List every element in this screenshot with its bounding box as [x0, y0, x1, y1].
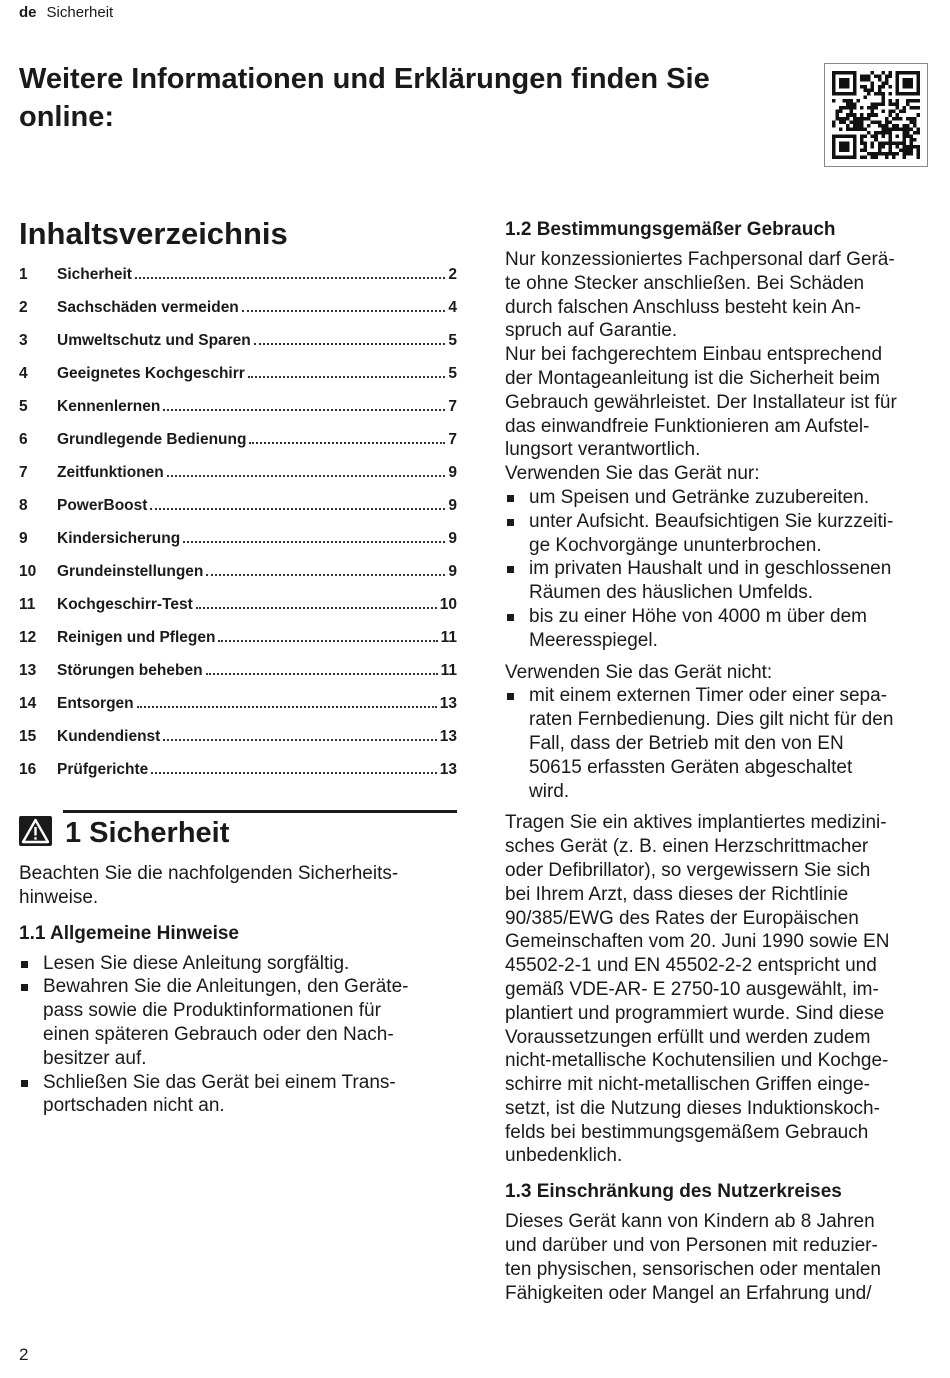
language-code: de — [19, 4, 37, 21]
toc-item-page: 9 — [448, 530, 457, 547]
toc-leader-dots — [242, 310, 446, 312]
toc-item[interactable] — [19, 590, 457, 623]
qr-code-image — [832, 71, 920, 159]
list-item: mit einem externen Timer oder einer sepa- raten Fernbedienung. Dies gilt nicht für den Fall, dass der Betrieb mit den von EN 50615 erfassten Geräten abgeschaltet wird. — [505, 684, 942, 803]
toc-item[interactable] — [19, 557, 457, 590]
toc-item-page: 13 — [439, 761, 457, 778]
toc-item-number: 14 — [19, 695, 37, 712]
toc-item-page: 7 — [448, 431, 457, 448]
toc-item[interactable] — [19, 392, 457, 425]
toc-item-label: Geeignetes Kochgeschirr — [57, 365, 245, 382]
toc-leader-dots — [218, 640, 437, 642]
toc-leader-dots — [167, 475, 446, 477]
toc-leader-dots — [137, 706, 437, 708]
warning-icon — [19, 816, 52, 846]
toc-item[interactable] — [19, 656, 457, 689]
toc-item-label: Störungen beheben — [57, 662, 203, 679]
subsection-1-2-title: 1.2 Bestimmungsgemäßer Gebrauch — [505, 219, 836, 240]
toc-item-label: Grundlegende Bedienung — [57, 431, 247, 448]
toc-item-page: 9 — [448, 497, 457, 514]
toc-item-number: 1 — [19, 266, 28, 283]
toc-leader-dots — [196, 607, 437, 609]
toc-item-number: 13 — [19, 662, 37, 679]
toc-item-number: 15 — [19, 728, 37, 745]
list-item: bis zu einer Höhe von 4000 m über dem Meeresspiegel. — [505, 605, 942, 653]
toc-item-page: 9 — [448, 464, 457, 481]
toc-leader-dots — [183, 541, 445, 543]
online-info-heading: Weitere Informationen und Erklärungen finden Sie online: — [19, 63, 710, 133]
toc-item-number: 2 — [19, 299, 28, 316]
toc-item[interactable] — [19, 425, 457, 458]
use-not-list — [505, 684, 942, 803]
toc-item[interactable] — [19, 359, 457, 392]
page-header — [19, 4, 113, 21]
implant-warning-text: Tragen Sie ein aktives implantiertes medizini- sches Gerät (z. B. einen Herzschrittmacher oder Defibrillator), so vergewissern Sie sich bei Ihrem Arzt, dass dieses der Richtlinie 90/385/EWG des Rates der Europäischen Gemeinschaften vom 20. Juni 1990 sowie EN 45502-2-1 und EN 45502-2-2 entspricht und gemäß VDE-AR- E 2750-10 ausgewählt, im- plantiert und programmiert wurde. Sind diese Voraussetzungen erfüllt und werden zudem nicht-metallische Kochutensilien und Kochge- schirre mit nicht-metallischen Griffen einge- setzt, ist die Nutzung dieses Induktionskoch- felds bei bestimmungsgemäßem Gebrauch unbedenklich. — [505, 812, 890, 1167]
toc-item-number: 9 — [19, 530, 28, 547]
toc-item-page: 11 — [440, 662, 457, 679]
toc-item-number: 16 — [19, 761, 37, 778]
list-item: Schließen Sie das Gerät bei einem Trans- portschaden nicht an. — [19, 1071, 459, 1119]
toc-item-label: Kochgeschirr-Test — [57, 596, 193, 613]
toc-item-label: Umweltschutz und Sparen — [57, 332, 251, 349]
safety-intro: Beachten Sie die nachfolgenden Sicherheits- hinweise. — [19, 863, 399, 908]
toc-item[interactable] — [19, 524, 457, 557]
toc-item-number: 12 — [19, 629, 37, 646]
toc-item-label: Kindersicherung — [57, 530, 181, 547]
subsection-1-1-title: 1.1 Allgemeine Hinweise — [19, 922, 239, 944]
intended-use-text: Nur konzessioniertes Fachpersonal darf Gerä- te ohne Stecker anschließen. Bei Schäden durch falschen Anschluss besteht kein An- spruch auf Garantie. Nur bei fachgerechtem Einbau entsprechend der Montageanleitung ist die Sicherheit beim Gebrauch gewährleistet. Der Installateur ist für das einwandfreie Funktionieren am Aufstel- lungsort verantwortlich. Verwenden Sie das Gerät nur: — [505, 249, 897, 485]
toc-item[interactable] — [19, 260, 457, 293]
toc-item-number: 4 — [19, 365, 28, 382]
use-only-list — [505, 486, 942, 653]
list-item: unter Aufsicht. Beaufsichtigen Sie kurzzeiti- ge Kochvorgänge ununterbrochen. — [505, 510, 942, 558]
qr-code — [824, 63, 928, 167]
toc-item-label: Sicherheit — [57, 266, 132, 283]
section-title: 1 Sicherheit — [65, 817, 230, 849]
toc-item[interactable] — [19, 623, 457, 656]
toc-item-label: Zeitfunktionen — [57, 464, 164, 481]
toc-item-number: 7 — [19, 464, 28, 481]
toc-leader-dots — [248, 376, 446, 378]
toc-item-label: Prüfgerichte — [57, 761, 149, 778]
toc-item[interactable] — [19, 326, 457, 359]
list-item: um Speisen und Getränke zuzubereiten. — [505, 486, 942, 510]
general-notes-list — [19, 952, 459, 1119]
list-item: im privaten Haushalt und in geschlossenen Räumen des häuslichen Umfelds. — [505, 557, 942, 605]
toc-item-page: 10 — [439, 596, 457, 613]
toc-item[interactable] — [19, 491, 457, 524]
toc-item-page: 11 — [440, 629, 457, 646]
toc-item-label: Grundeinstellungen — [57, 563, 204, 580]
toc-item-number: 5 — [19, 398, 28, 415]
toc-item-label: PowerBoost — [57, 497, 148, 514]
toc-leader-dots — [163, 739, 436, 741]
toc-leader-dots — [206, 574, 445, 576]
header-section: Sicherheit — [46, 4, 114, 21]
toc-leader-dots — [163, 409, 445, 411]
list-item: Bewahren Sie die Anleitungen, den Geräte- pass sowie die Produktinformationen für einen späteren Gebrauch oder den Nach- besitzer auf. — [19, 975, 459, 1070]
toc-item[interactable] — [19, 458, 457, 491]
toc-item-label: Reinigen und Pflegen — [57, 629, 216, 646]
toc-title: Inhaltsverzeichnis — [19, 216, 288, 251]
toc-item[interactable] — [19, 755, 457, 788]
list-item: Lesen Sie diese Anleitung sorgfältig. — [19, 952, 459, 976]
toc-item-page: 7 — [448, 398, 457, 415]
right-column — [505, 218, 942, 1305]
toc-leader-dots — [254, 343, 446, 345]
subsection-1-3-title: 1.3 Einschränkung des Nutzerkreises — [505, 1181, 842, 1203]
toc-item-number: 8 — [19, 497, 28, 514]
toc-item-number: 10 — [19, 563, 37, 580]
toc-item-page: 4 — [448, 299, 457, 316]
toc-item-page: 2 — [448, 266, 457, 283]
toc-item-label: Kundendienst — [57, 728, 161, 745]
toc-item-page: 5 — [448, 365, 457, 382]
toc-item-label: Kennenlernen — [57, 398, 161, 415]
toc-item[interactable] — [19, 293, 457, 326]
toc-leader-dots — [249, 442, 445, 444]
toc-item-page: 5 — [448, 332, 457, 349]
toc-item[interactable] — [19, 689, 457, 722]
toc-item-label: Entsorgen — [57, 695, 134, 712]
toc-item[interactable] — [19, 722, 457, 755]
toc-leader-dots — [135, 277, 445, 279]
user-restriction-text: Dieses Gerät kann von Kindern ab 8 Jahren und darüber und von Personen mit reduzier- ten physischen, sensorischen oder mentalen Fähigkeiten oder Mangel an Erfahrung und/ — [505, 1211, 882, 1304]
toc-leader-dots — [151, 772, 436, 774]
toc-item-page: 9 — [448, 563, 457, 580]
section-rule — [63, 810, 457, 813]
toc-item-page: 13 — [439, 728, 457, 745]
toc-leader-dots — [206, 673, 438, 675]
toc-item-number: 3 — [19, 332, 28, 349]
toc-item-number: 6 — [19, 431, 28, 448]
use-not-intro: Verwenden Sie das Gerät nicht: — [505, 661, 773, 683]
table-of-contents — [19, 260, 457, 788]
left-column — [19, 862, 459, 1118]
toc-item-page: 13 — [439, 695, 457, 712]
toc-item-number: 11 — [19, 596, 36, 613]
toc-item-label: Sachschäden vermeiden — [57, 299, 239, 316]
page-number: 2 — [19, 1345, 29, 1364]
toc-leader-dots — [150, 508, 445, 510]
